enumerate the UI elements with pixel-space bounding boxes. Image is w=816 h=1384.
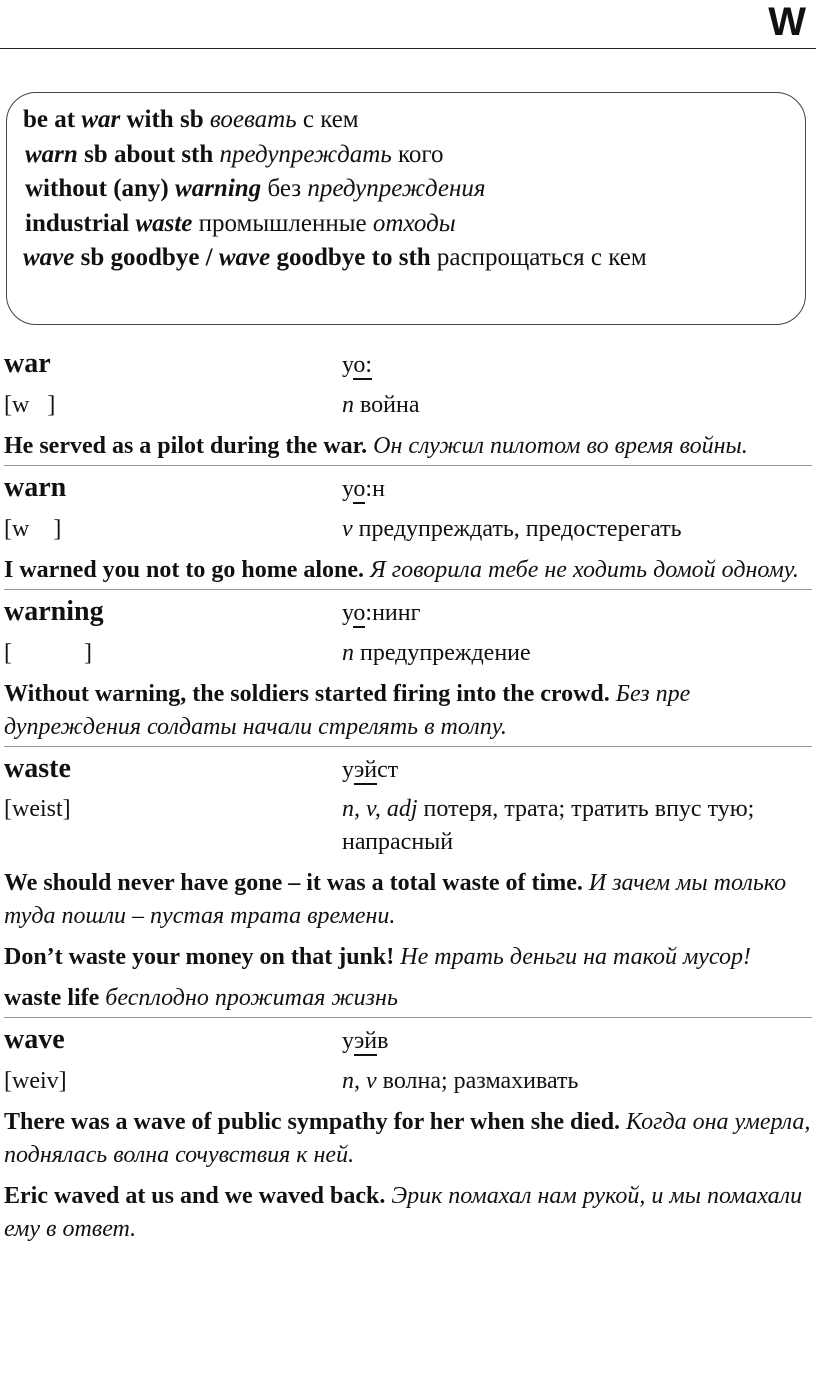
example: Without warning, the soldiers started firing into the crowd. Без пре дупреждения солдаты начали стрелять в толпу. — [4, 681, 691, 740]
phrase-keyword: wave — [218, 244, 271, 271]
translation: n предупреждение — [342, 639, 531, 666]
pronunciation: уэйст — [342, 756, 399, 783]
translation: n война — [342, 391, 420, 418]
phrase-line — [23, 241, 789, 276]
pronunciation: уэйв — [342, 1027, 389, 1054]
transcription: [w ] — [4, 515, 62, 542]
phrase-line — [23, 172, 789, 207]
header-divider — [0, 48, 816, 49]
translation: n, v волна; размахивать — [342, 1067, 579, 1094]
dictionary-entries — [4, 342, 812, 1248]
headword: war — [4, 348, 51, 379]
collocation: waste life бесплодно прожитая жизнь — [4, 985, 398, 1011]
translation: v предупреждать, предостерегать — [342, 515, 682, 542]
phrase-part: be at — [23, 106, 82, 133]
phrase-part: industrial — [25, 209, 136, 237]
pronunciation: уо:нинг — [342, 599, 421, 626]
pronunciation: уо:н — [342, 475, 385, 502]
phrase-translation: с кем — [296, 106, 359, 133]
example: I warned you not to go home alone. Я говорила тебе не ходить домой одному. — [4, 557, 799, 583]
phrase-keyword: wave — [23, 244, 75, 271]
phrase-translation: распрощаться с кем — [430, 244, 647, 271]
phrase-translation: воевать — [209, 106, 297, 133]
phrase-line — [23, 138, 789, 173]
phrase-translation: промышленные — [192, 209, 373, 237]
pronunciation: уо: — [342, 351, 373, 378]
example: He served as a pilot during the war. Он служил пилотом во время войны. — [4, 433, 748, 459]
phrase-translation: предупреждения — [307, 175, 486, 202]
transcription: [weist] — [4, 796, 71, 822]
headword: waste — [4, 753, 71, 784]
phrase-part: without (any) — [25, 175, 176, 202]
transcription: [w ] — [4, 391, 56, 418]
phrase-translation: кого — [391, 140, 444, 168]
entry-war — [4, 342, 812, 466]
example: Don’t waste your money on that junk! Не трать деньги на такой мусор! — [4, 944, 751, 970]
phrase-part: with sb — [120, 106, 210, 133]
phrase-keyword: waste — [135, 209, 193, 237]
example: Eric waved at us and we waved back. Эрик помахал нам рукой, и мы помахали ему в ответ. — [4, 1183, 803, 1242]
section-letter: W — [768, 0, 806, 44]
phrase-line — [23, 103, 789, 138]
translation: n, v, adj потеря, трата; тратить впус тую; напрасный — [342, 796, 755, 855]
phrase-translation: отходы — [372, 209, 456, 237]
headword: wave — [4, 1024, 65, 1055]
phrase-keyword: warn — [25, 140, 78, 168]
example: We should never have gone – it was a total waste of time. И зачем мы только туда пошли – пустая трата времени. — [4, 870, 787, 929]
phrase-part: sb about sth — [77, 140, 220, 168]
phrase-line — [23, 207, 789, 242]
headword: warn — [4, 472, 67, 503]
phrase-translation: без — [261, 175, 308, 202]
transcription: [ ] — [4, 639, 92, 666]
phrase-keyword: warning — [175, 175, 262, 202]
entry-waste — [4, 747, 812, 1018]
transcription: [weiv] — [4, 1067, 67, 1094]
entry-wave — [4, 1018, 812, 1248]
phrase-part: goodbye to sth — [270, 244, 431, 271]
phrase-keyword: war — [81, 106, 121, 133]
phrase-translation: предупреждать — [219, 140, 392, 168]
entry-warn — [4, 466, 812, 590]
example: There was a wave of public sympathy for her when she died. Когда она умерла, поднялась волна сочувствия к ней. — [4, 1109, 811, 1168]
phrase-box — [6, 92, 806, 325]
entry-warning — [4, 590, 812, 747]
headword: warning — [4, 596, 104, 627]
phrase-part: sb goodbye / — [74, 244, 219, 271]
